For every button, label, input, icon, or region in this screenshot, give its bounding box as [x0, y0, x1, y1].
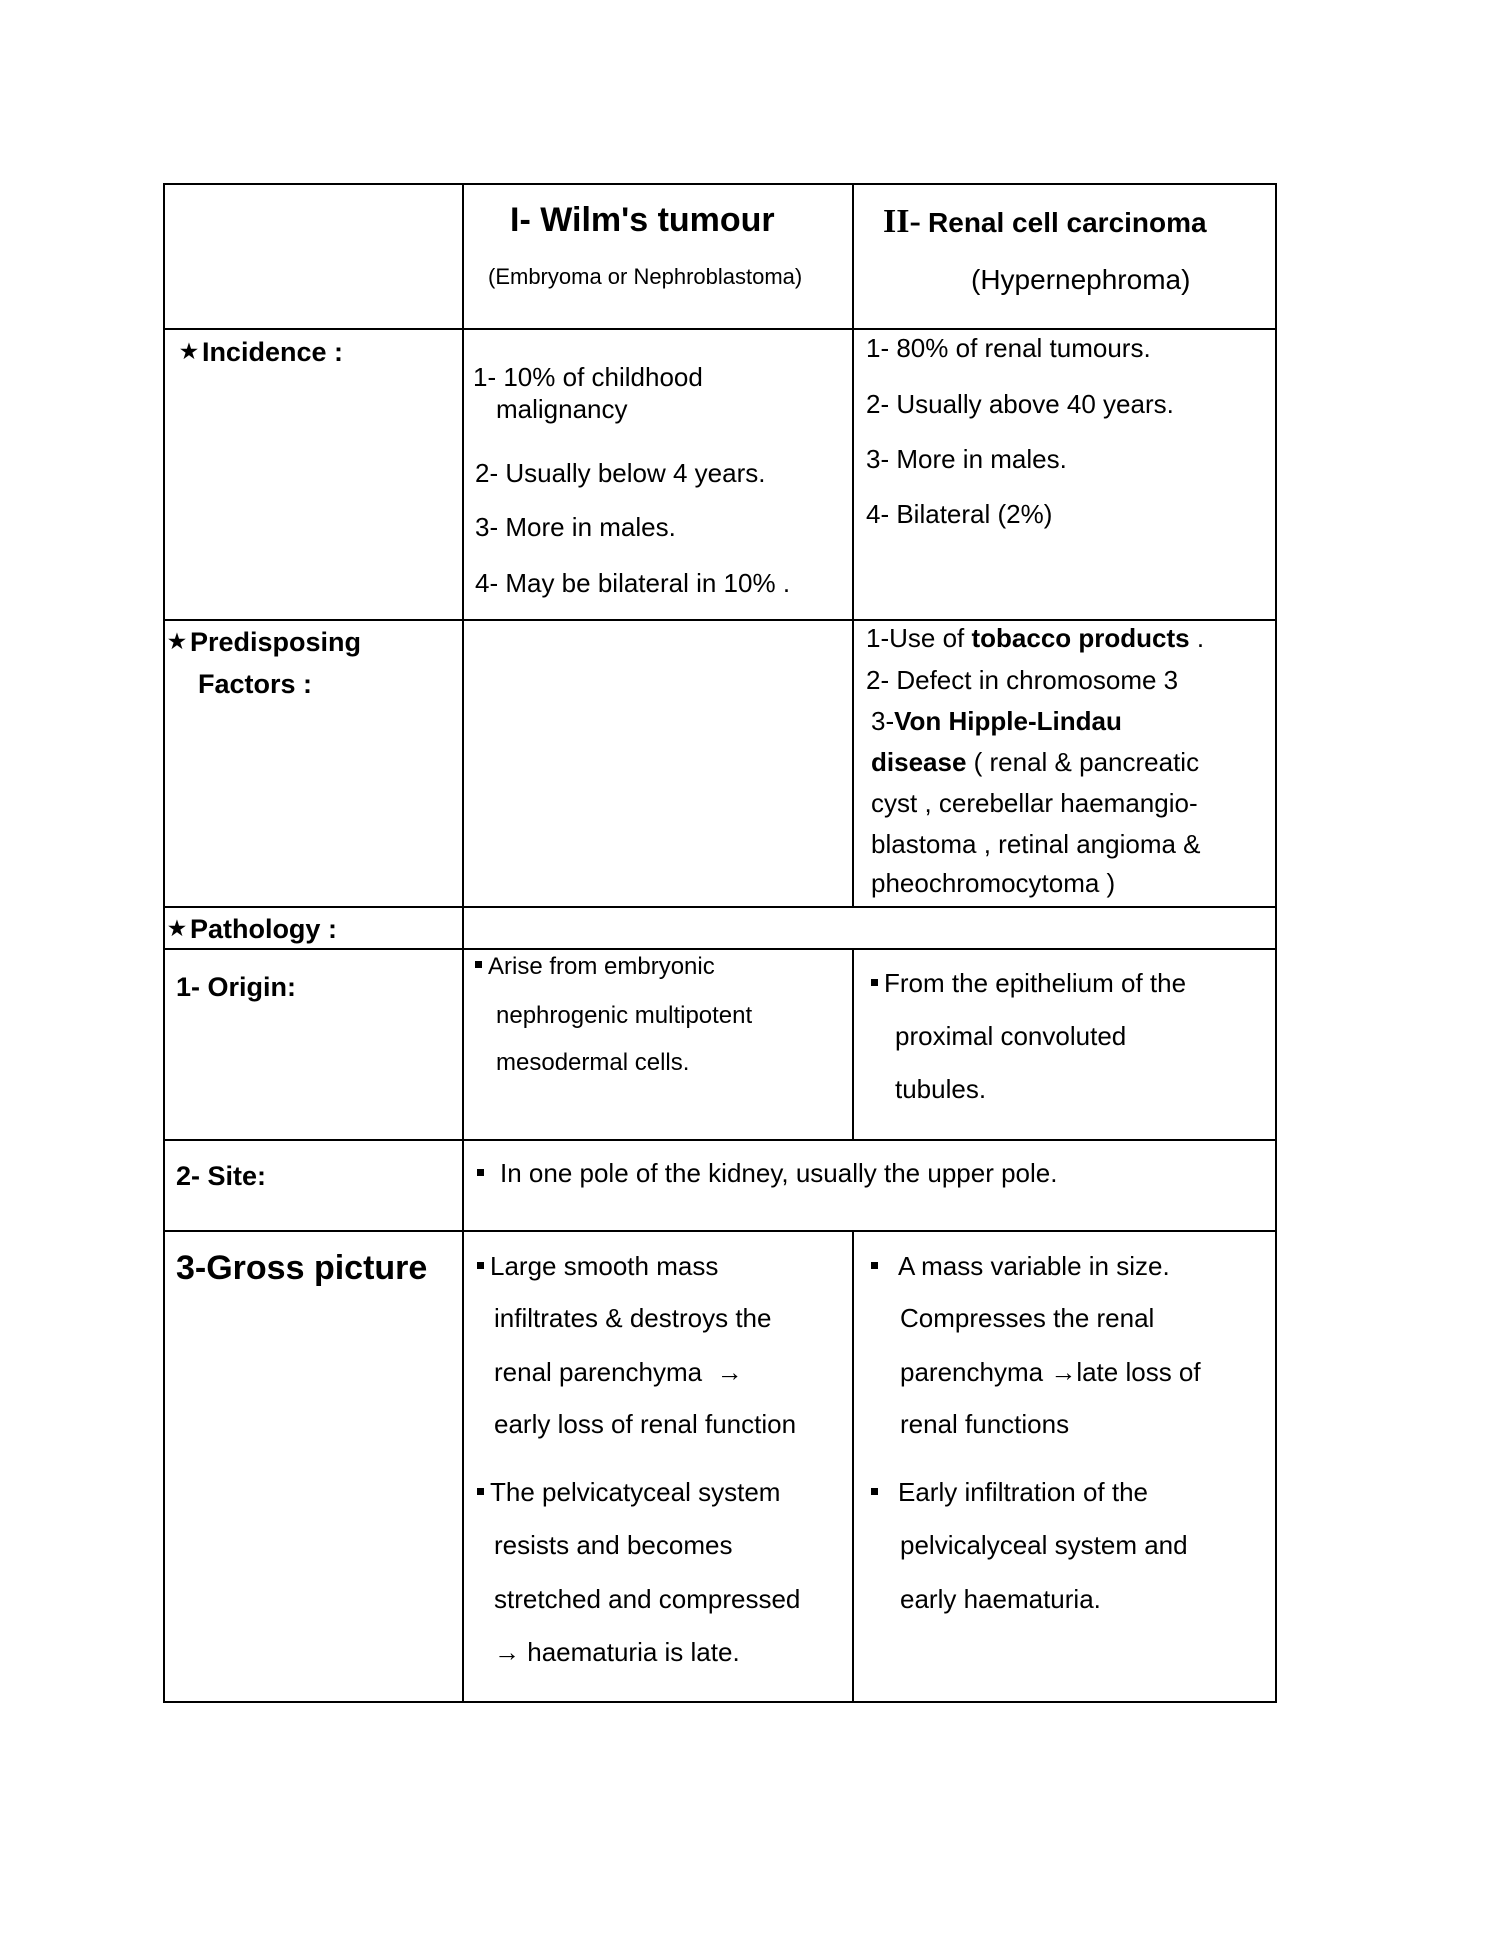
table-border-top — [163, 183, 1277, 185]
list-item: renal functions — [900, 1409, 1070, 1439]
text: 3- — [871, 706, 895, 736]
list-item: 3- More in males. — [475, 512, 676, 542]
arrow-icon: → — [1050, 1357, 1077, 1387]
star-icon: ★ — [180, 341, 198, 363]
row-divider — [163, 1230, 1277, 1232]
table-border-right — [1275, 183, 1277, 1703]
table-border-left — [163, 183, 165, 1703]
text: Arise from embryonic — [488, 953, 715, 980]
wilms-title: I- Wilm's tumour — [510, 201, 775, 239]
list-item: pheochromocytoma ) — [871, 868, 1116, 898]
text-bold: Von Hipple-Lindau — [894, 706, 1122, 736]
text: late loss of — [1076, 1357, 1201, 1387]
predisposing-label — [168, 625, 361, 659]
star-icon: ★ — [168, 631, 186, 653]
bullet-icon — [871, 1488, 878, 1495]
list-item: 4- May be bilateral in 10% . — [475, 568, 791, 598]
text: parenchyma — [900, 1357, 1044, 1387]
text-bold: disease — [871, 747, 967, 777]
text: haematuria is late. — [527, 1637, 740, 1667]
list-item — [871, 1475, 1148, 1509]
list-item — [477, 1475, 780, 1509]
text: Early infiltration of the — [898, 1477, 1149, 1507]
predisposing-label-2: Factors : — [198, 669, 313, 699]
origin-label: 1- Origin: — [176, 972, 296, 1002]
text: ( renal & pancreatic — [966, 747, 1200, 777]
text: In one pole of the kidney, usually the upper pole. — [500, 1158, 1058, 1188]
text: The pelvicatyceal system — [490, 1477, 781, 1507]
list-item — [871, 745, 1199, 779]
gross-label: 3-Gross picture — [176, 1249, 428, 1287]
site-text — [477, 1156, 1057, 1190]
star-icon: ★ — [168, 918, 186, 940]
list-item: 3- More in males. — [866, 444, 1067, 474]
label-text: Pathology : — [189, 914, 337, 944]
pathology-label — [168, 912, 337, 946]
text: . — [1189, 623, 1205, 653]
rcc-title — [883, 202, 1207, 243]
arrow-icon: → — [716, 1357, 743, 1387]
list-item: mesodermal cells. — [496, 1049, 690, 1076]
rcc-subtitle: (Hypernephroma) — [971, 264, 1191, 295]
arrow-icon: → — [494, 1637, 520, 1667]
site-label: 2- Site: — [176, 1161, 267, 1191]
list-item: Compresses the renal — [900, 1303, 1155, 1333]
list-item: cyst , cerebellar haemangio- — [871, 788, 1198, 818]
rcc-prefix: II- — [883, 203, 921, 240]
list-item: resists and becomes — [494, 1530, 733, 1560]
bullet-icon — [475, 961, 482, 968]
text: renal parenchyma — [494, 1357, 703, 1387]
bullet-icon — [871, 979, 878, 986]
row-divider — [163, 1139, 1277, 1141]
list-item: blastoma , retinal angioma & — [871, 829, 1201, 859]
bullet-icon — [477, 1169, 484, 1176]
text: From the epithelium of the — [884, 968, 1187, 998]
column-divider — [852, 1230, 854, 1702]
list-item — [475, 950, 715, 984]
list-item: 1- 80% of renal tumours. — [866, 333, 1151, 363]
table-border-bottom — [163, 1701, 1277, 1703]
list-item — [477, 1249, 718, 1283]
list-item: nephrogenic multipotent — [496, 1002, 753, 1029]
column-divider — [462, 183, 464, 1703]
list-item: 2- Defect in chromosome 3 — [866, 665, 1179, 695]
column-divider — [852, 183, 854, 907]
text-bold: tobacco products — [971, 623, 1190, 653]
list-item: malignancy — [496, 394, 628, 424]
list-item — [871, 704, 1122, 738]
label-text: Predisposing — [189, 627, 361, 657]
list-item — [900, 1355, 1201, 1389]
list-item — [866, 621, 1204, 655]
list-item: stretched and compressed — [494, 1584, 801, 1614]
list-item: early haematuria. — [900, 1584, 1101, 1614]
list-item: 1- 10% of childhood — [473, 362, 703, 392]
list-item — [494, 1355, 743, 1389]
bullet-icon — [871, 1262, 878, 1269]
text: A mass variable in size. — [898, 1251, 1170, 1281]
bullet-icon — [477, 1262, 484, 1269]
bullet-icon — [477, 1488, 484, 1495]
list-item: proximal convoluted — [895, 1021, 1127, 1051]
column-divider — [852, 948, 854, 1140]
text: Large smooth mass — [490, 1251, 719, 1281]
list-item — [871, 966, 1186, 1000]
list-item: 2- Usually above 40 years. — [866, 389, 1174, 419]
list-item: infiltrates & destroys the — [494, 1303, 772, 1333]
wilms-subtitle: (Embryoma or Nephroblastoma) — [488, 264, 803, 289]
list-item: 4- Bilateral (2%) — [866, 499, 1053, 529]
list-item — [871, 1249, 1170, 1283]
incidence-label — [180, 335, 343, 369]
label-text: Incidence : — [201, 337, 343, 367]
list-item: 2- Usually below 4 years. — [475, 458, 766, 488]
text: 1-Use of — [866, 623, 972, 653]
row-divider — [163, 906, 1277, 908]
list-item: early loss of renal function — [494, 1409, 797, 1439]
rcc-title-text: Renal cell carcinoma — [928, 207, 1207, 238]
row-divider — [163, 328, 1277, 330]
list-item: pelvicalyceal system and — [900, 1530, 1188, 1560]
list-item — [494, 1635, 740, 1669]
list-item: tubules. — [895, 1074, 987, 1104]
row-divider — [163, 948, 1277, 950]
